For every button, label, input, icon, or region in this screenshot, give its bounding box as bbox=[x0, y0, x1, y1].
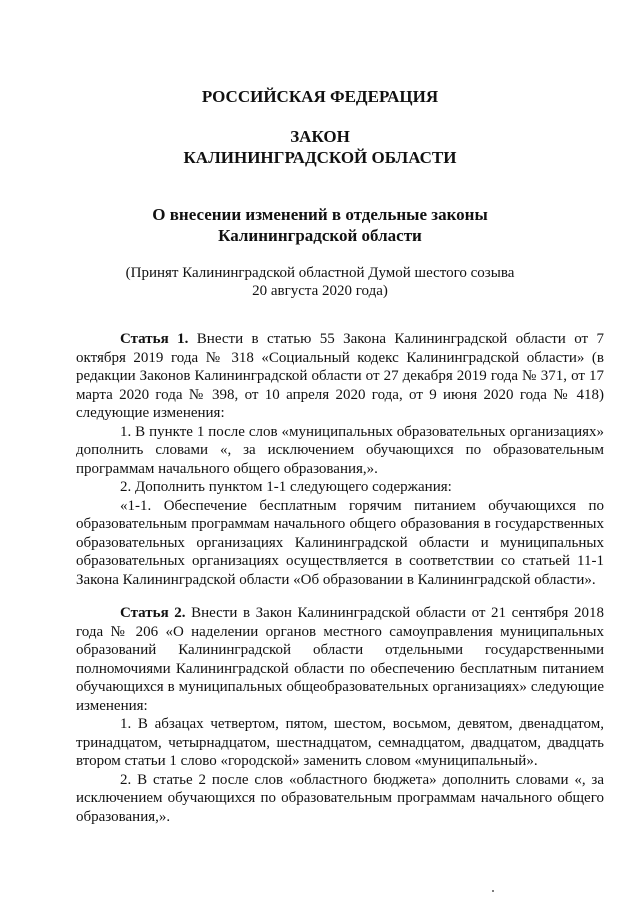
federation-heading: РОССИЙСКАЯ ФЕДЕРАЦИЯ bbox=[201, 87, 439, 106]
adoption-note bbox=[0, 264, 640, 300]
article-2 bbox=[76, 604, 604, 826]
scan-speck bbox=[492, 890, 494, 892]
article-2-intro-text: Внести в Закон Калининградской области от 21 сентября 2018 года № 206 «О наделении органов местного самоуправления муниципальных образований Калининградской области отдельными государственными полномочиями Калининградской области по обеспечению бесплатным питанием обучающихся в муниципальных общеобразовательных организациях» следующие изменения: bbox=[76, 605, 604, 714]
article-2-label: Статья 2. bbox=[120, 605, 186, 621]
article-2-item-1: 1. В абзацах четвертом, пятом, шестом, восьмом, девятом, двенадцатом, тринадцатом, четырнадцатом, шестнадцатом, семнадцатом, двадцатом, двадцать втором статьи 1 слово «городской» заменить словом «муниципальный». bbox=[76, 716, 604, 769]
article-1-item-2-quote: «1-1. Обеспечение бесплатным горячим питанием обучающихся по образовательным программам начального общего образования в государственных образовательных организациях Калининградской области и муниципальных образовательных организациях осуществляется в соответствии со статьей 11-1 Закона Калининградской области «Об образовании в Калининградской области». bbox=[76, 497, 604, 588]
region-title: КАЛИНИНГРАДСКОЙ ОБЛАСТИ bbox=[183, 148, 457, 167]
law-title: ЗАКОН bbox=[290, 127, 350, 146]
article-1 bbox=[76, 330, 604, 589]
law-heading bbox=[0, 126, 640, 168]
subject-line-2: Калининградской области bbox=[218, 226, 422, 245]
subject-line-1: О внесении изменений в отдельные законы bbox=[152, 205, 488, 224]
article-1-item-2: 2. Дополнить пунктом 1-1 следующего содержания: bbox=[120, 479, 452, 495]
article-1-item-1: 1. В пункте 1 после слов «муниципальных образовательных организациях» дополнить словами «, за исключением обучающихся по образовательным программам начального общего образования,». bbox=[76, 423, 604, 477]
adoption-line-2: 20 августа 2020 года) bbox=[252, 283, 388, 299]
adoption-line-1: (Принят Калининградской областной Думой шестого созыва bbox=[125, 265, 515, 281]
article-1-intro bbox=[76, 330, 604, 423]
article-2-intro bbox=[76, 604, 604, 715]
article-2-item-2: 2. В статье 2 после слов «областного бюджета» дополнить словами «, за исключением обучающихся по образовательным программам начального общего образования,». bbox=[76, 771, 604, 825]
article-1-label: Статья 1. bbox=[120, 331, 189, 347]
law-subject bbox=[0, 204, 640, 246]
article-1-intro-text: Внести в статью 55 Закона Калининградской области от 7 октября 2019 года № 318 «Социальный кодекс Калининградской области» (в редакции Законов Калининградской области от 27 декабря 2019 года № 371, от 17 марта 2020 года № 398, от 10 апреля 2020 года, от 9 июня 2020 года № 418) следующие изменения: bbox=[76, 331, 604, 421]
